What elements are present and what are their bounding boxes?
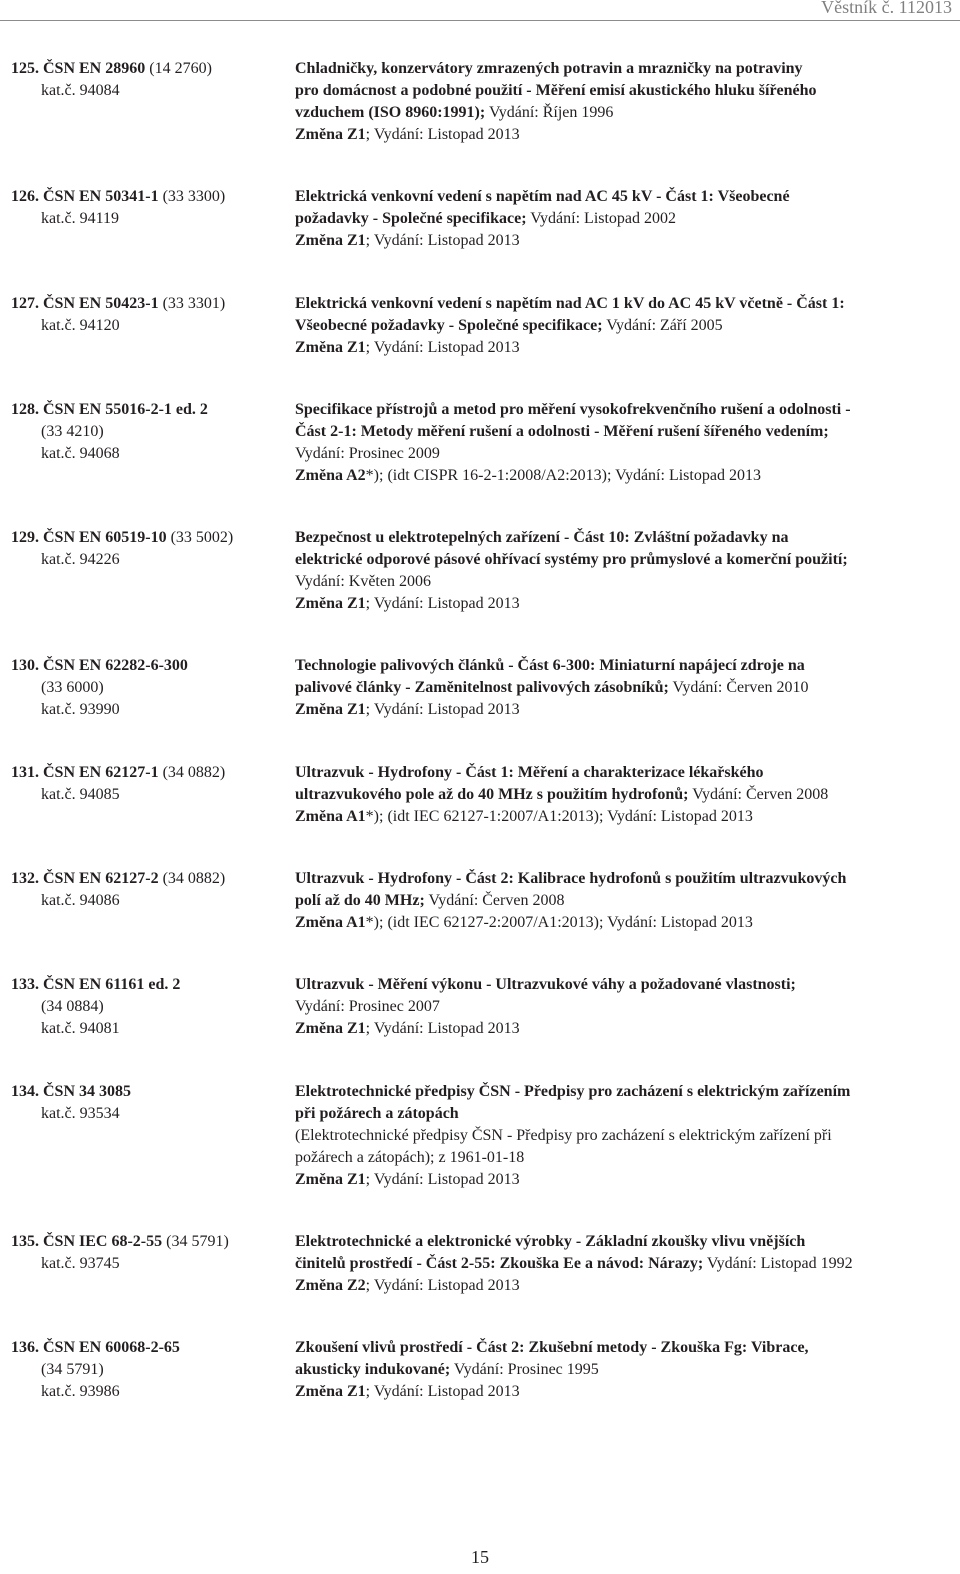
issue-date: Vydání: Červen 2008 (692, 786, 829, 803)
issue-date: Vydání: Prosinec 2007 (295, 998, 440, 1015)
change-extra: *); (idt IEC 62127-1:2007/A1:2013) (365, 808, 599, 825)
title-line: Ultrazvuk - Hydrofony - Část 2: Kalibrace hydrofonů s použitím ultrazvukových (295, 870, 847, 887)
catalog-number: kat.č. 94086 (41, 892, 120, 909)
title-line: Chladničky, konzervátory zmrazených potravin a mrazničky na potraviny (295, 60, 803, 77)
issue-date: Vydání: Prosinec 1995 (453, 1361, 599, 1378)
change-label: Změna Z1 (295, 232, 366, 249)
entry-description (295, 293, 955, 359)
catalog-number: kat.č. 94068 (41, 445, 120, 462)
entry-identifier (11, 868, 291, 912)
journal-title: Věstník č. 112013 (821, 0, 952, 17)
entry-description (295, 762, 955, 828)
change-label: Změna Z1 (295, 701, 366, 718)
change-issue: ; Vydání: Listopad 2013 (365, 1383, 520, 1400)
entry-identifier (11, 527, 291, 571)
title-line: Zkoušení vlivů prostředí - Část 2: Zkušební metody - Zkouška Fg: Vibrace, (295, 1339, 809, 1356)
entry-description (295, 58, 955, 146)
change-extra: *); (idt CISPR 16-2-1:2008/A2:2013) (365, 467, 608, 484)
change-label: Změna A1 (295, 914, 366, 931)
title-line: činitelů prostředí - Část 2-55: Zkouška Ee a návod: Nárazy; (295, 1255, 704, 1272)
title-line: při požárech a zátopách (295, 1105, 459, 1122)
change-label: Změna Z1 (295, 339, 366, 356)
classification-number: (34 5791) (166, 1233, 229, 1250)
entry-number: 133. (11, 976, 39, 993)
classification-number: (34 0882) (162, 870, 226, 887)
header-rule (0, 20, 960, 21)
entry-number: 129. (11, 529, 39, 546)
change-label: Změna A2 (295, 467, 366, 484)
entry-number: 132. (11, 870, 39, 887)
entry-identifier (11, 762, 291, 806)
entry-identifier (11, 293, 291, 337)
title-line: Elektrotechnické předpisy ČSN - Předpisy pro zacházení s elektrickým zařízením (295, 1083, 851, 1100)
change-label: Změna Z1 (295, 126, 366, 143)
issue-date: Vydání: Listopad 2002 (530, 210, 677, 227)
catalog-number: kat.č. 93534 (41, 1105, 120, 1122)
title-line: Technologie palivových článků - Část 6-300: Miniaturní napájecí zdroje na (295, 657, 805, 674)
entry-identifier (11, 655, 291, 721)
change-issue: ; Vydání: Listopad 2013 (365, 1277, 520, 1294)
entry-identifier (11, 1081, 291, 1125)
change-label: Změna Z1 (295, 1383, 366, 1400)
catalog-number: kat.č. 93745 (41, 1255, 120, 1272)
change-issue: ; Vydání: Listopad 2013 (598, 808, 753, 825)
entry-description (295, 1231, 955, 1297)
catalog-number: kat.č. 93990 (41, 701, 120, 718)
change-issue: ; Vydání: Listopad 2013 (365, 126, 520, 143)
change-issue: ; Vydání: Listopad 2013 (365, 232, 520, 249)
entry-identifier (11, 1231, 291, 1275)
title-line: Elektrická venkovní vedení s napětím nad AC 45 kV - Část 1: Všeobecné (295, 188, 790, 205)
change-issue: ; Vydání: Listopad 2013 (365, 701, 520, 718)
entry-description (295, 868, 955, 934)
change-label: Změna Z1 (295, 595, 366, 612)
classification-number: (33 3300) (162, 188, 226, 205)
issue-date: Vydání: Září 2005 (606, 317, 723, 334)
standard-code: ČSN EN 50341-1 (43, 188, 159, 205)
standard-code: ČSN IEC 68-2-55 (43, 1233, 163, 1250)
entry-identifier (11, 974, 291, 1040)
change-issue: ; Vydání: Listopad 2013 (365, 1171, 520, 1188)
classification-number: (33 3301) (162, 295, 226, 312)
entry-identifier (11, 58, 291, 102)
title-line: ultrazvukového pole až do 40 MHz s použitím hydrofonů; (295, 786, 689, 803)
change-issue: ; Vydání: Listopad 2013 (365, 339, 520, 356)
standard-code: ČSN EN 62127-2 (43, 870, 159, 887)
entry-description (295, 1081, 955, 1191)
title-line: Všeobecné požadavky - Společné specifikace; (295, 317, 603, 334)
catalog-number: kat.č. 94226 (41, 551, 120, 568)
classification-number: (14 2760) (149, 60, 212, 77)
title-line: akusticky indukované; (295, 1361, 451, 1378)
title-line: Ultrazvuk - Hydrofony - Část 1: Měření a charakterizace lékařského (295, 764, 764, 781)
standard-code: ČSN EN 55016-2-1 ed. 2 (43, 401, 208, 418)
catalog-number: kat.č. 94119 (41, 210, 120, 227)
title-line: polí až do 40 MHz; (295, 892, 425, 909)
entry-identifier (11, 186, 291, 230)
standard-code: ČSN EN 50423-1 (43, 295, 159, 312)
entry-number: 128. (11, 401, 39, 418)
title-line: Elektrická venkovní vedení s napětím nad AC 1 kV do AC 45 kV včetně - Část 1: (295, 295, 845, 312)
entry-description (295, 1337, 955, 1403)
page-number: 15 (471, 1547, 489, 1567)
entry-number: 126. (11, 188, 39, 205)
standard-code: ČSN 34 3085 (43, 1083, 132, 1100)
issue-date: Vydání: Květen 2006 (295, 573, 431, 590)
page-header (0, 0, 960, 22)
title-line: Část 2-1: Metody měření rušení a odolnosti - Měření rušení šířeného vedením; (295, 423, 829, 440)
classification-number: (34 0884) (41, 998, 104, 1015)
title-line: palivové články - Zaměnitelnost palivových zásobníků; (295, 679, 669, 696)
catalog-number: kat.č. 94085 (41, 786, 120, 803)
entry-number: 127. (11, 295, 39, 312)
classification-number: (34 5791) (41, 1361, 104, 1378)
change-label: Změna A1 (295, 808, 366, 825)
entry-identifier (11, 399, 291, 465)
change-extra: *); (idt IEC 62127-2:2007/A1:2013) (365, 914, 599, 931)
entry-number: 130. (11, 657, 39, 674)
standard-code: ČSN EN 28960 (43, 60, 146, 77)
issue-date: Vydání: Červen 2010 (672, 679, 809, 696)
standard-code: ČSN EN 60068-2-65 (43, 1339, 180, 1356)
entry-description (295, 974, 955, 1040)
change-label: Změna Z1 (295, 1171, 366, 1188)
catalog-number: kat.č. 94084 (41, 82, 120, 99)
change-issue: ; Vydání: Listopad 2013 (365, 595, 520, 612)
title-line: pro domácnost a podobné použití - Měření emisí akustického hluku šířeného (295, 82, 817, 99)
classification-number: (33 6000) (41, 679, 104, 696)
entry-description (295, 186, 955, 252)
title-line: Elektrotechnické a elektronické výrobky - Základní zkoušky vlivu vnějších (295, 1233, 806, 1250)
title-line: požadavky - Společné specifikace; (295, 210, 527, 227)
issue-date: Vydání: Červen 2008 (428, 892, 565, 909)
title-line: Bezpečnost u elektrotepelných zařízení - Část 10: Zvláštní požadavky na (295, 529, 789, 546)
entry-number: 131. (11, 764, 39, 781)
change-issue: ; Vydání: Listopad 2013 (607, 467, 761, 484)
entry-number: 136. (11, 1339, 39, 1356)
title-line: Specifikace přístrojů a metod pro měření vysokofrekvenčního rušení a odolnosti - (295, 401, 851, 418)
entry-number: 134. (11, 1083, 39, 1100)
title-line: Ultrazvuk - Měření výkonu - Ultrazvukové váhy a požadované vlastnosti; (295, 976, 796, 993)
issue-date: Vydání: Listopad 1992 (706, 1255, 853, 1272)
note-line: (Elektrotechnické předpisy ČSN - Předpisy pro zacházení s elektrickým zařízení při (295, 1127, 832, 1144)
entry-description (295, 399, 955, 487)
standard-code: ČSN EN 62127-1 (43, 764, 159, 781)
title-line: vzduchem (ISO 8960:1991); (295, 104, 486, 121)
entry-description (295, 655, 955, 721)
classification-number: (34 0882) (162, 764, 226, 781)
catalog-number: kat.č. 94081 (41, 1020, 120, 1037)
issue-date: Vydání: Prosinec 2009 (295, 445, 440, 462)
classification-number: (33 4210) (41, 423, 104, 440)
classification-number: (33 5002) (170, 529, 234, 546)
change-label: Změna Z1 (295, 1020, 366, 1037)
change-issue: ; Vydání: Listopad 2013 (598, 914, 753, 931)
change-label: Změna Z2 (295, 1277, 366, 1294)
title-line: elektrické odporové pásové ohřívací systémy pro průmyslové a komerční použití; (295, 551, 848, 568)
entry-number: 135. (11, 1233, 39, 1250)
catalog-number: kat.č. 94120 (41, 317, 120, 334)
entry-number: 125. (11, 60, 39, 77)
catalog-number: kat.č. 93986 (41, 1383, 120, 1400)
standard-code: ČSN EN 60519-10 (43, 529, 167, 546)
entry-description (295, 527, 955, 615)
issue-date: Vydání: Říjen 1996 (488, 104, 614, 121)
change-issue: ; Vydání: Listopad 2013 (365, 1020, 520, 1037)
note-line: požárech a zátopách); z 1961-01-18 (295, 1149, 525, 1166)
entry-identifier (11, 1337, 291, 1403)
standard-code: ČSN EN 62282-6-300 (43, 657, 188, 674)
standard-code: ČSN EN 61161 ed. 2 (43, 976, 181, 993)
